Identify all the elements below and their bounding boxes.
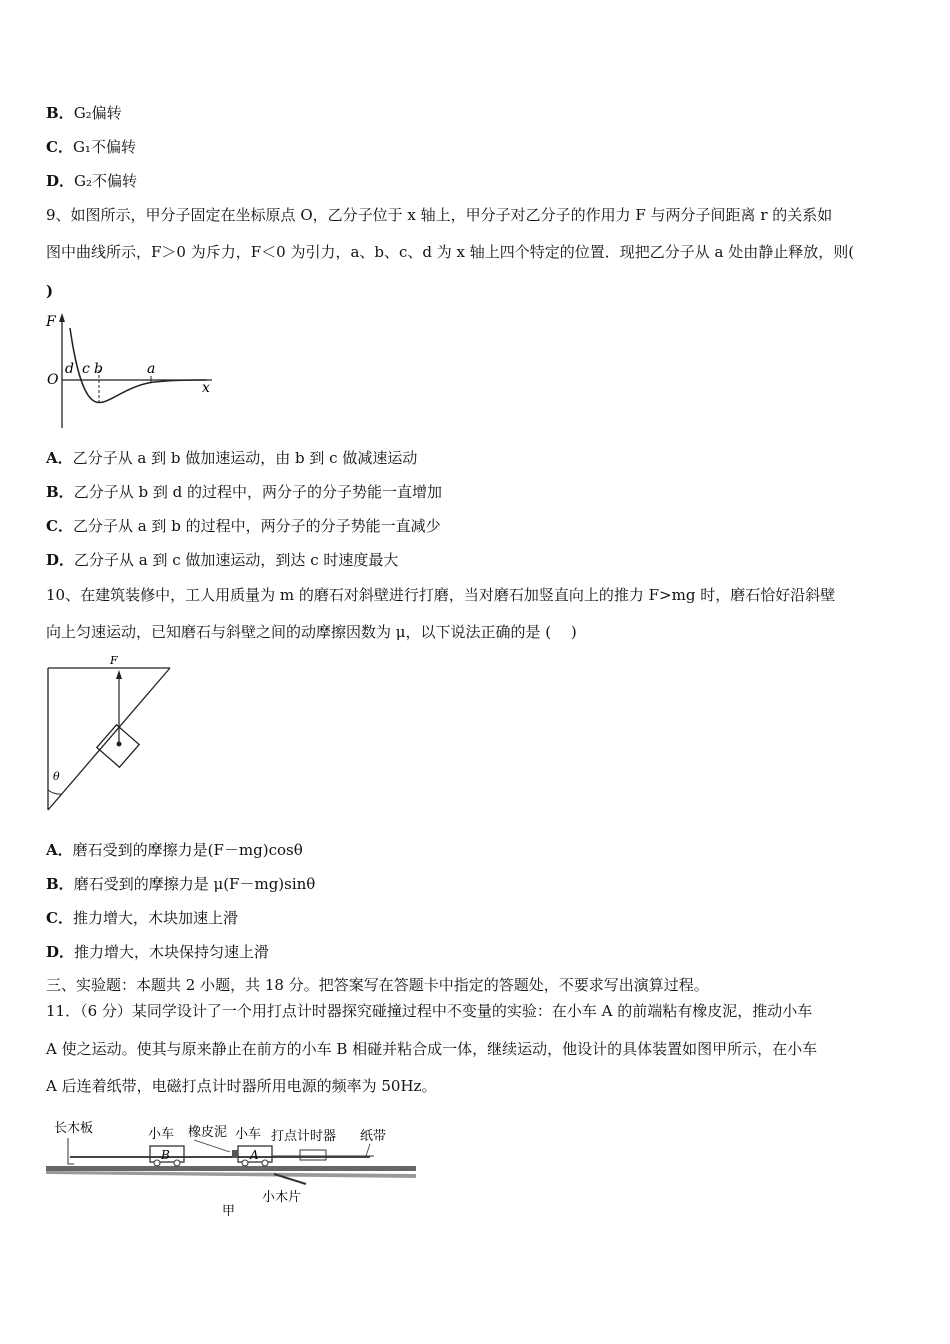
q10-stem-line2: 向上匀速运动，已知磨石与斜壁之间的动摩擦因数为 μ，以下说法正确的是 ( ) [46, 623, 577, 641]
long-board [46, 1166, 416, 1171]
q9-stem-line1: 9、如图所示，甲分子固定在坐标原点 O，乙分子位于 x 轴上，甲分子对乙分子的作用力 F 与两分子间距离 r 的关系如 [46, 206, 833, 224]
force-arrowhead [116, 670, 122, 679]
board-edge [46, 1171, 416, 1178]
label-timer: 打点计时器 [271, 1129, 337, 1144]
label-c: c [82, 361, 90, 377]
q8-option-b: B．G₂偏转 [46, 104, 122, 122]
label-O: O [47, 372, 59, 388]
q9-stem-line2: 图中曲线所示，F＞0 为斥力，F＜0 为引力，a、b、c、d 为 x 轴上四个特定的位置．现把乙分子从 a 处由静止释放，则( [46, 243, 855, 261]
cart-a-wheel-right [262, 1160, 268, 1166]
label-cart-a: 小车 [235, 1127, 262, 1142]
q9-stem-line3: ) [46, 282, 54, 300]
figure-caption: 甲 [222, 1204, 236, 1219]
q8-option-c: C．G₁不偏转 [46, 138, 136, 156]
cart-b-wheel-left [154, 1160, 160, 1166]
cart-a-wheel-left [242, 1160, 248, 1166]
label-cart-b: 小车 [148, 1127, 175, 1142]
label-tape: 纸带 [360, 1129, 387, 1144]
q10-stem-line1: 10、在建筑装修中，工人用质量为 m 的磨石对斜壁进行打磨，当对磨石加竖直向上的推力 F>mg 时，磨石恰好沿斜壁 [46, 586, 836, 604]
q9-option-c: C．乙分子从 a 到 b 的过程中，两分子的分子势能一直减少 [46, 517, 441, 535]
q10-option-a: A．磨石受到的摩擦力是(F－mg)cosθ [46, 841, 303, 859]
q8-option-d: D．G₂不偏转 [46, 172, 138, 190]
label-wood: 小木片 [262, 1190, 302, 1205]
label-B: B [161, 1148, 170, 1162]
clay-blob [232, 1150, 238, 1158]
q9-option-b: B．乙分子从 b 到 d 的过程中，两分子的分子势能一直增加 [46, 483, 442, 501]
clay-pointer [194, 1140, 230, 1152]
label-d: d [65, 361, 74, 377]
timer-box [300, 1150, 326, 1160]
angle-arc [48, 790, 62, 794]
label-F: F [46, 314, 56, 330]
label-clay: 橡皮泥 [188, 1125, 228, 1140]
section3-heading: 三、实验题：本题共 2 小题，共 18 分。把答案写在答题卡中指定的答题处，不要求写出演算过程。 [46, 976, 709, 994]
q10-incline-figure [46, 652, 176, 814]
label-b: b [94, 361, 103, 377]
q11-stem-line3: A 后连着纸带，电磁打点计时器所用电源的频率为 50Hz。 [46, 1077, 437, 1095]
q11-stem-line2: A 使之运动。使其与原来静止在前方的小车 B 相碰并粘合成一体，继续运动，他设计的具体装置如图甲所示，在小车 [46, 1040, 818, 1058]
q9-option-d: D．乙分子从 a 到 c 做加速运动，到达 c 时速度最大 [46, 551, 399, 569]
q10-option-b: B．磨石受到的摩擦力是 μ(F－mg)sinθ [46, 875, 316, 893]
tape-pointer [366, 1144, 370, 1156]
label-board: 长木板 [54, 1121, 94, 1136]
board-pointer [68, 1138, 74, 1164]
y-axis-arrow [59, 313, 65, 322]
label-x: x [202, 380, 210, 396]
q11-apparatus-figure [44, 1112, 424, 1222]
q9-option-a: A．乙分子从 a 到 b 做加速运动，由 b 到 c 做减速运动 [46, 449, 418, 467]
q10-option-c: C．推力增大，木块加速上滑 [46, 909, 238, 927]
label-A: A [250, 1148, 259, 1162]
cart-b-wheel-right [174, 1160, 180, 1166]
q11-stem-line1: 11．（6 分）某同学设计了一个用打点计时器探究碰撞过程中不变量的实验：在小车 A 的前端粘有橡皮泥，推动小车 [46, 1002, 813, 1020]
label-a: a [147, 361, 156, 377]
label-theta: θ [53, 770, 60, 783]
label-F: F [110, 654, 118, 667]
incline-surface [48, 668, 170, 810]
q9-force-graph [44, 310, 219, 430]
force-curve [70, 328, 206, 403]
q10-option-d: D．推力增大，木块保持匀速上滑 [46, 943, 270, 961]
